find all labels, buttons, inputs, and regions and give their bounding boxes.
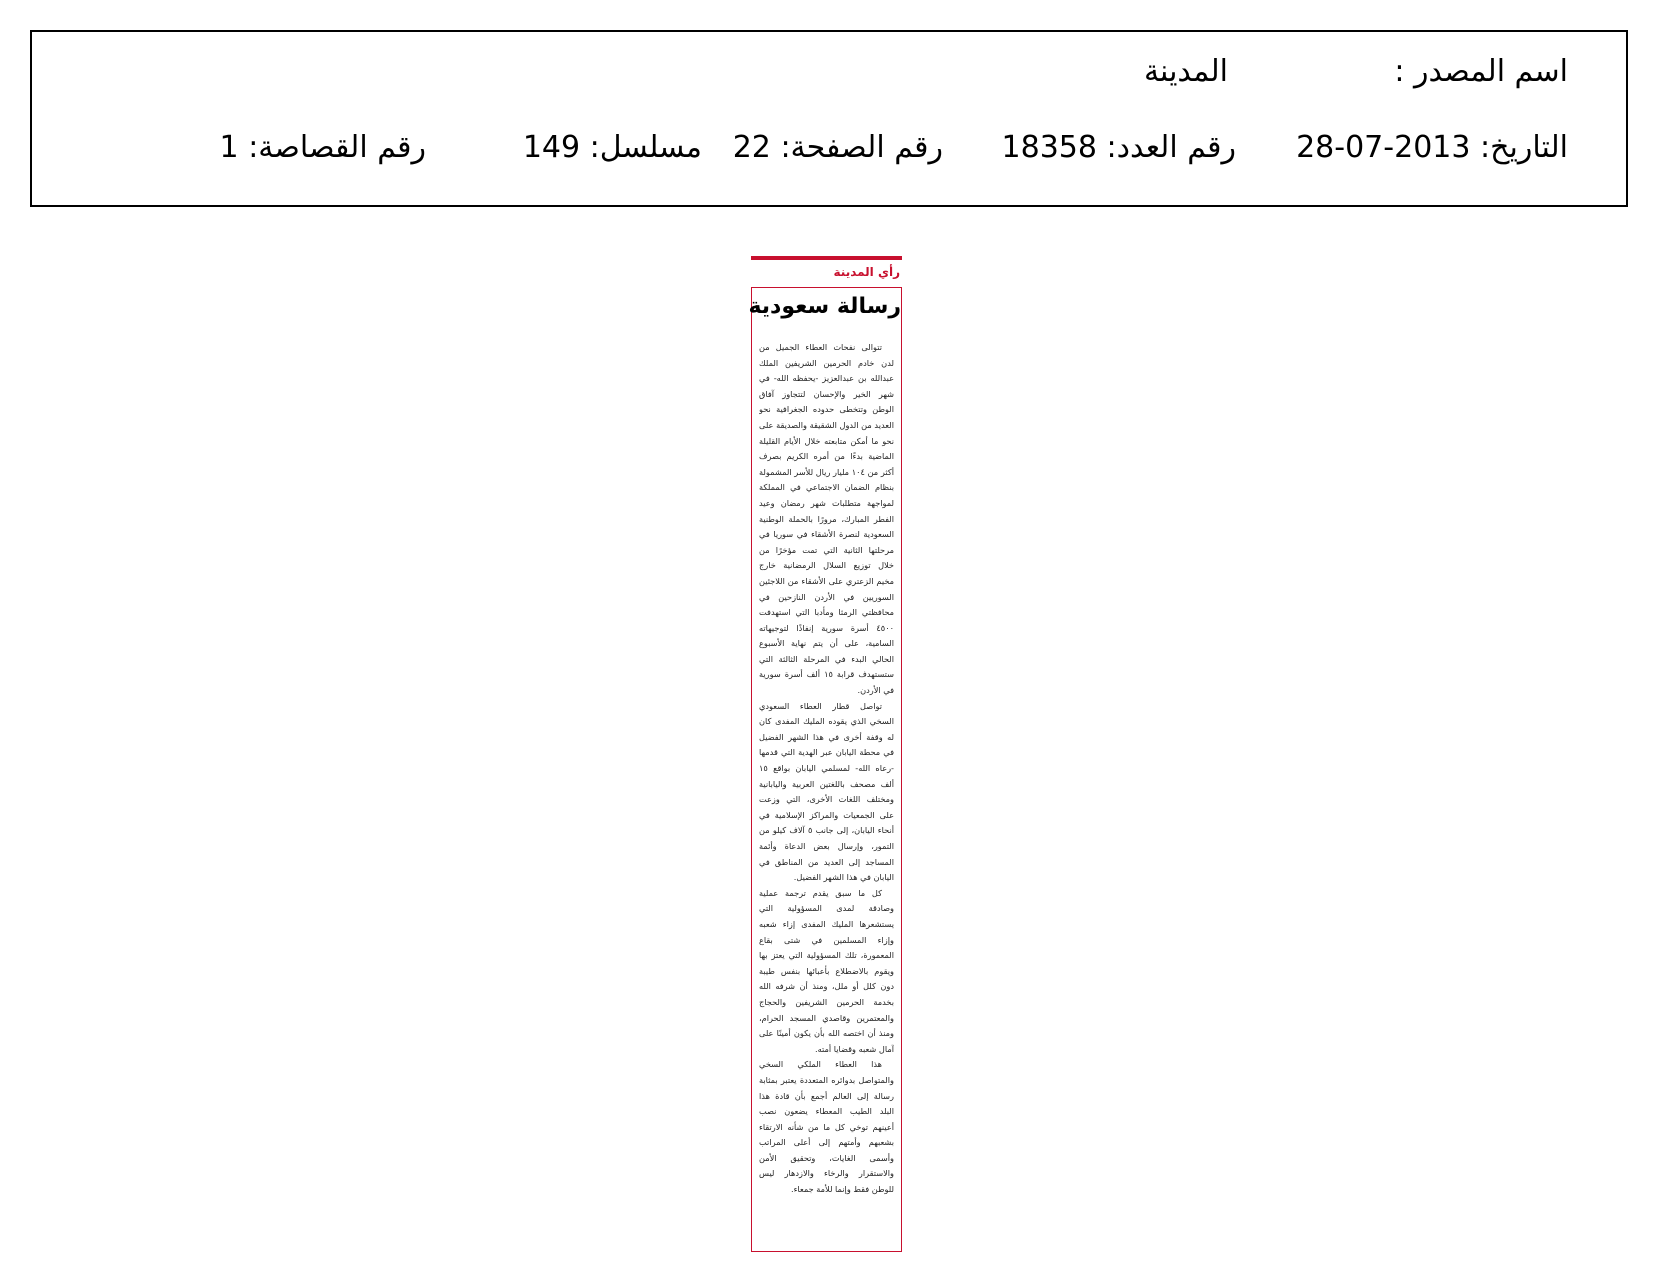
article-body xyxy=(759,340,894,1243)
article-frame xyxy=(748,287,902,1252)
source-row xyxy=(32,54,1626,104)
issue-value: 18358 xyxy=(1001,130,1097,165)
newspaper-clipping xyxy=(748,256,902,1252)
clipping-top-rule xyxy=(751,256,902,260)
clip-number-label: رقم القصاصة: xyxy=(248,130,426,165)
article-title: رسالة سعودية xyxy=(748,294,901,319)
article-paragraph: هذا العطاء الملكي السخي والمتواصل بدوائره المتعددة يعتبر بمثابة رسالة إلى العالم أجمع بأن قادة هذا البلد الطيب المعطاء يضعون نصب أعينهم توخي كل ما من شأنه الارتقاء بشعبهم وأمتهم إلى أعلى المراتب وأسمى الغايات، وتحقيق الأمن والاستقرار والرخاء والازدهار ليس للوطن فقط وإنما للأمة جمعاء. xyxy=(759,1059,894,1195)
date-label: التاريخ: xyxy=(1480,130,1568,165)
serial-field xyxy=(523,130,702,165)
source-info-box xyxy=(30,30,1628,207)
article-paragraph: تتوالى نفحات العطاء الجميل من لدن خادم الحرمين الشريفين الملك عبدالله بن عبدالعزيز -يحفظه الله- في شهر الخير والإحسان لتتجاوز آفاق الوطن وتتخطى حدوده الجغرافية نحو العديد من الدول الشقيقة والصديقة على نحو ما أمكن متابعته خلال الأيام القليلة الماضية بدءًا من أمره الكريم بصرف أكثر من ١٠٤ مليار ريال للأسر المشمولة بنظام الضمان الاجتماعي في المملكة لمواجهة متطلبات شهر رمضان وعيد الفطر المبارك، مرورًا بالحملة الوطنية السعودية لنصرة الأشقاء في سوريا في مرحلتها الثانية التي تمت مؤخرًا من خلال توزيع السلال الرمضانية خارج مخيم الزعتري على الأشقاء من اللاجئين السوريين في الأردن النازحين في محافظتي الرمثا ومأدبا التي استهدفت ٤٥٠٠ أسرة سورية إنفاذًا لتوجيهاته السامية، على أن يتم نهاية الأسبوع الحالي البدء في المرحلة الثالثة التي ستستهدف قرابة ١٥ ألف أسرة سورية في الأردن. xyxy=(759,342,894,696)
source-field xyxy=(1394,54,1568,89)
issue-field xyxy=(1002,130,1236,165)
source-value-field xyxy=(1144,54,1228,89)
date-value: 2013-07-28 xyxy=(1296,130,1471,165)
date-field xyxy=(1296,130,1568,165)
page-value: 22 xyxy=(732,130,771,165)
issue-label: رقم العدد: xyxy=(1106,130,1236,165)
serial-label: مسلسل: xyxy=(589,130,702,165)
source-label: اسم المصدر : xyxy=(1394,54,1568,89)
serial-value: 149 xyxy=(522,130,581,165)
page-field xyxy=(733,130,943,165)
clip-number-field xyxy=(220,130,426,165)
page-label: رقم الصفحة: xyxy=(780,130,943,165)
section-heading: رأي المدينة xyxy=(833,265,900,279)
article-paragraph: كل ما سبق يقدم ترجمة عملية وصادقة لمدى المسؤولية التي يستشعرها المليك المفدى إزاء شعبه وإزاء المسلمين في شتى بقاع المعمورة، تلك المسؤولية التي يعتز بها ويقوم بالاضطلاع بأعبائها بنفس طيبة دون كلل أو ملل، ومنذ أن شرفه الله بخدمة الحرمين الشريفين والحجاج والمعتمرين وقاصدي المسجد الحرام، ومنذ أن اختصه الله بأن يكون أمينًا على آمال شعبه وقضايا أمته. xyxy=(759,887,894,1054)
article-paragraph: تواصل قطار العطاء السعودي السخي الذي يقوده المليك المفدى كان له وقفة أخرى في هذا الشهر الفضيل في محطة اليابان عبر الهدية التي قدمها -رعاه الله- لمسلمي اليابان بواقع ١٥ ألف مصحف باللغتين العربية واليابانية ومختلف اللغات الأخرى، التي وزعت على الجمعيات والمراكز الإسلامية في أنحاء اليابان، إلى جانب ٥ آلاف كيلو من التمور، وإرسال بعض الدعاة وأئمة المساجد إلى العديد من المناطق في اليابان في هذا الشهر الفضيل. xyxy=(759,700,894,883)
issue-details-row xyxy=(32,130,1626,180)
source-value: المدينة xyxy=(1143,54,1228,89)
clip-number-value: 1 xyxy=(219,130,239,165)
